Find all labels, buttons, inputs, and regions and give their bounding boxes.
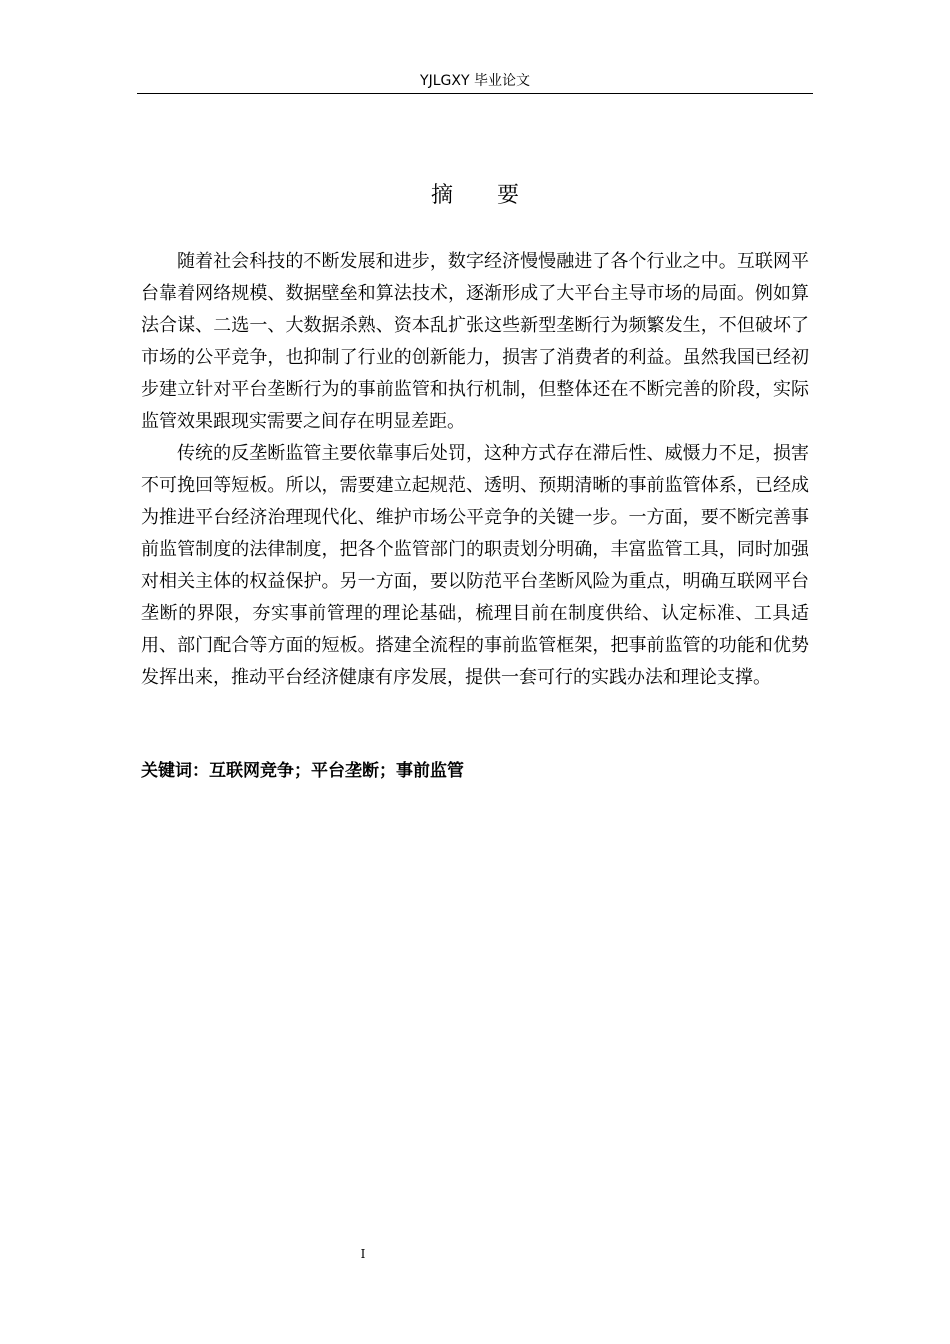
abstract-paragraph-2: 传统的反垄断监管主要依靠事后处罚，这种方式存在滞后性、威慑力不足，损害不可挽回等短板。所以，需要建立起规范、透明、预期清晰的事前监管体系，已经成为推进平台经济治理现代化、维护市场公平竞争的关键一步。一方面，要不断完善事前监管制度的法律制度，把各个监管部门的职责划分明确，丰富监管工具，同时加强对相关主体的权益保护。另一方面，要以防范平台垄断风险为重点，明确互联网平台垄断的界限，夯实事前管理的理论基础，梳理目前在制度供给、认定标准、工具适用、部门配合等方面的短板。搭建全流程的事前监管框架，把事前监管的功能和优势发挥出来，推动平台经济健康有序发展，提供一套可行的实践办法和理论支撑。: [141, 443, 809, 688]
running-header: YJLGXY 毕业论文: [420, 73, 530, 89]
keywords-line: 关键词：互联网竞争；平台垄断；事前监管: [141, 761, 464, 781]
page-number: I: [360, 1247, 366, 1261]
abstract-title: [0, 180, 950, 212]
header-rule: [137, 93, 813, 94]
abstract-title-char-1: 摘: [430, 183, 453, 208]
abstract-title-char-2: 要: [497, 183, 520, 208]
abstract-paragraph-1: 随着社会科技的不断发展和进步，数字经济慢慢融进了各个行业之中。互联网平台靠着网络规模、数据壁垒和算法技术，逐渐形成了大平台主导市场的局面。例如算法合谋、二选一、大数据杀熟、资本乱扩张这些新型垄断行为频繁发生，不但破坏了市场的公平竞争，也抑制了行业的创新能力，损害了消费者的利益。虽然我国已经初步建立针对平台垄断行为的事前监管和执行机制，但整体还在不断完善的阶段，实际监管效果跟现实需要之间存在明显差距。: [141, 251, 809, 432]
abstract-body: [141, 246, 809, 694]
